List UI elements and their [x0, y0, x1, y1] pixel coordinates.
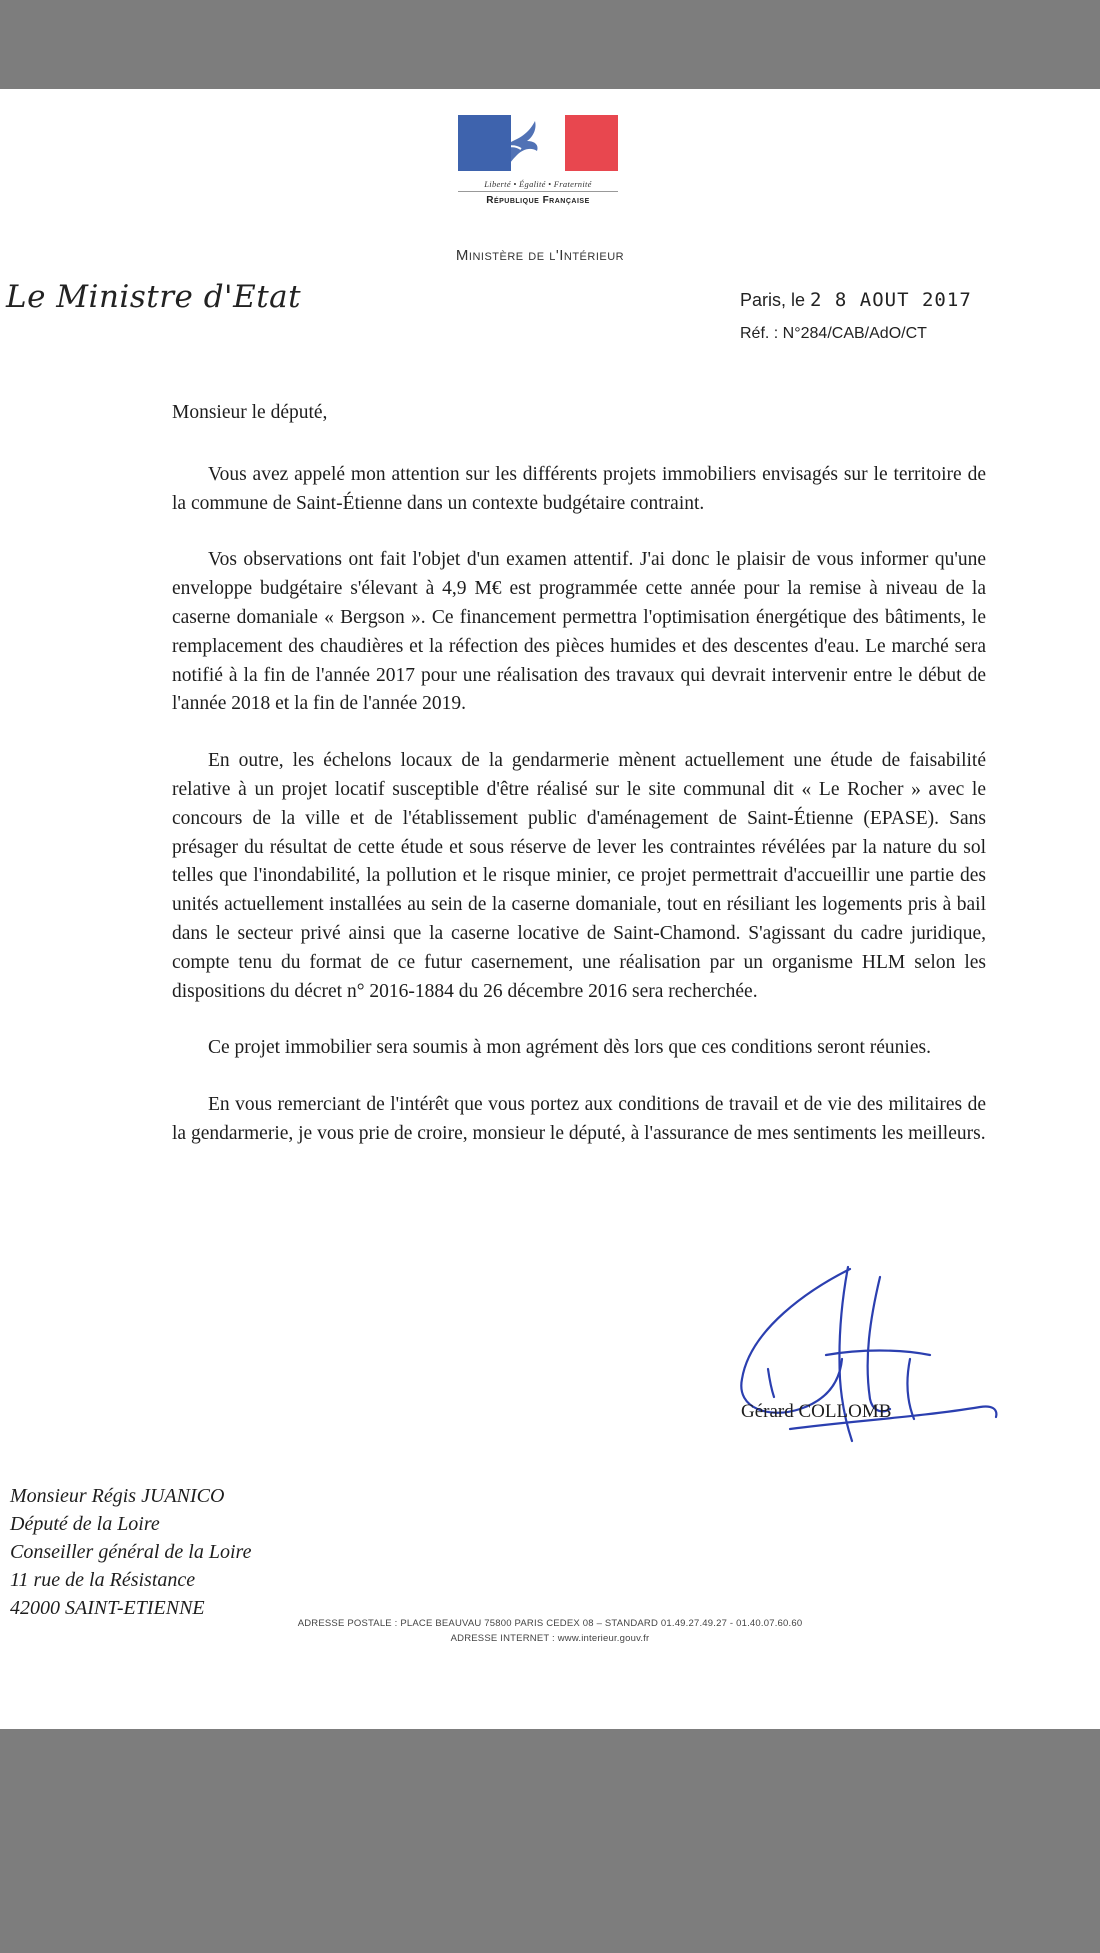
footer — [0, 1616, 1100, 1646]
motto-text: Liberté • Égalité • Fraternité — [484, 179, 592, 189]
paragraph-4: Ce projet immobilier sera soumis à mon agrément dès lors que ces conditions seront réunies. — [208, 1037, 931, 1059]
recipient-line: 11 rue de la Résistance — [10, 1569, 196, 1591]
paragraph-1: Vous avez appelé mon attention sur les différents projets immobiliers envisagés sur le territoire de la commune de Saint-Étienne dans un contexte budgétaire contraint. — [172, 463, 986, 514]
letter-page — [0, 89, 1100, 1729]
recipient-line: Monsieur Régis JUANICO — [10, 1485, 225, 1507]
signer-name: Gérard COLLOMB — [741, 1401, 892, 1422]
recipient-line: 42000 SAINT-ETIENNE — [10, 1597, 205, 1619]
republic-label: République Française — [458, 191, 618, 206]
footer-postal-address: ADRESSE POSTALE : PLACE BEAUVAU 75800 PARIS CEDEX 08 – STANDARD 01.49.27.49.27 - 01.40.07.60.60 — [297, 1618, 803, 1629]
republique-francaise-logo — [458, 115, 618, 206]
handwritten-signature-icon — [730, 1259, 1010, 1459]
minister-title: Le Ministre d'Etat — [6, 279, 302, 315]
ministry-name: Ministère de l'Intérieur — [455, 247, 625, 264]
recipient-line: Député de la Loire — [10, 1513, 160, 1535]
letter-body — [172, 399, 986, 1177]
recipient-line: Conseiller général de la Loire — [10, 1541, 252, 1563]
date-prefix: Paris, le — [740, 290, 806, 310]
date-stamp: 2 8 AOUT 2017 — [810, 289, 972, 311]
dateline — [740, 289, 972, 311]
paragraph-3: En outre, les échelons locaux de la gendarmerie mènent actuellement une étude de faisabilité relative à un projet locatif susceptible d'être réalisé sur le site communal dit « Le Rocher » avec le concours de la ville et de l'établissement public d'aménagement de Saint-Étienne (EPASE). Sans présager du résultat de cette étude et sous réserve de lever les contraintes révélées par la nature du sol telles que l'inondabilité, la pollution et le risque minier, ce projet permettrait d'accueillir une partie des unités actuellement installées au sein de la caserne domaniale, tout en résiliant les logements pris à bail dans le secteur privé ainsi que la caserne locative de Saint-Chamond. S'agissant du cadre juridique, compte tenu du format de ce futur casernement, une réalisation par un organisme HLM selon les dispositions du décret n° 2016-1884 du 26 décembre 2016 sera recherchée. — [172, 750, 986, 1002]
salutation: Monsieur le député, — [172, 402, 328, 423]
paragraph-5: En vous remerciant de l'intérêt que vous portez aux conditions de travail et de vie des militaires de la gendarmerie, je vous prie de croire, monsieur le député, à l'assurance de mes sentiments les meilleurs. — [172, 1094, 986, 1144]
recipient-address — [10, 1482, 251, 1622]
paragraph-2: Vos observations ont fait l'objet d'un examen attentif. J'ai donc le plaisir de vous informer qu'une enveloppe budgétaire s'élevant à 4,9 M€ est programmée cette année pour la remise à niveau de la caserne domaniale « Bergson ». Ce financement permettra l'optimisation énergétique des bâtiments, le remplacement des chaudières et la réfection des pièces humides et des descentes d'eau. Le marché sera notifié à la fin de l'année 2017 pour une réalisation des travaux qui devrait intervenir entre le début de l'année 2018 et la fin de l'année 2019. — [172, 549, 986, 715]
marianne-flag-icon — [458, 115, 618, 171]
reference-number: Réf. : N°284/CAB/AdO/CT — [740, 325, 927, 342]
footer-internet-address: ADRESSE INTERNET : www.interieur.gouv.fr — [450, 1633, 650, 1644]
